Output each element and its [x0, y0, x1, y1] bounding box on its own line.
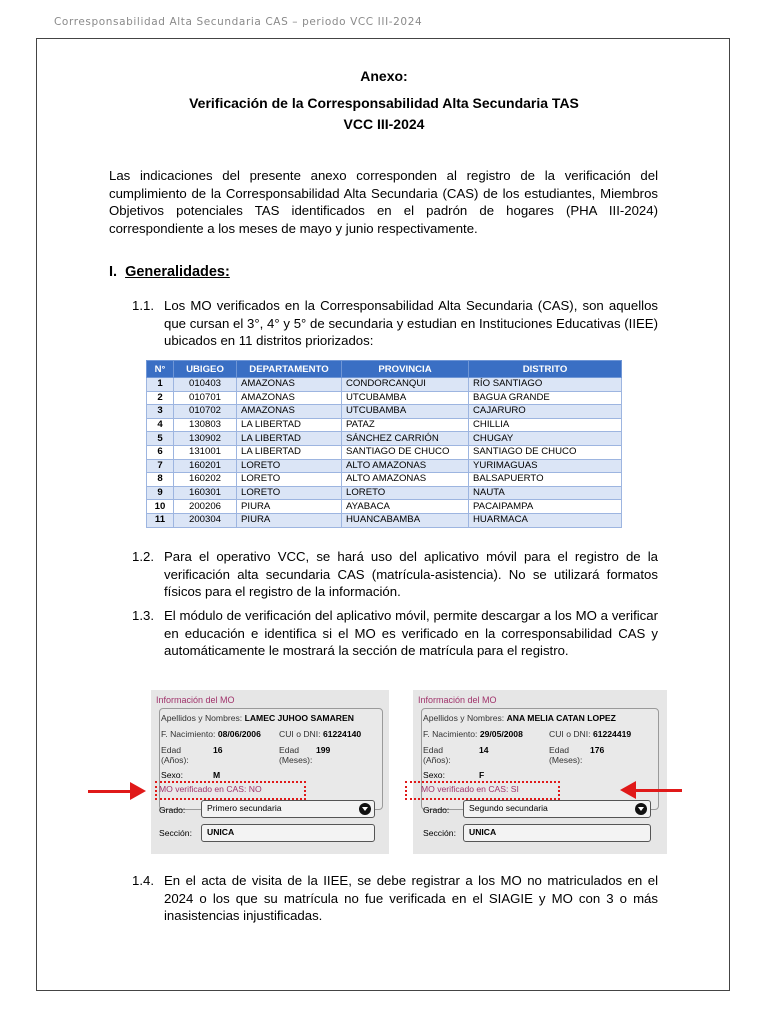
- grado-select[interactable]: [463, 800, 651, 818]
- cell-distrito: SANTIAGO DE CHUCO: [469, 445, 622, 459]
- cell-provincia: ALTO AMAZONAS: [342, 459, 469, 473]
- sex-value: M: [213, 770, 221, 780]
- grado-value: Primero secundaria: [207, 803, 282, 813]
- arrow-right-icon: [130, 782, 146, 800]
- seccion-label: Sección:: [423, 828, 456, 838]
- dni-value: 61224140: [322, 729, 362, 739]
- item-number: 1.2.: [132, 549, 154, 564]
- cell-departamento: LORETO: [237, 473, 342, 487]
- item-text: Los MO verificados en la Corresponsabilidad Alta Secundaria (CAS), son aquellos que cursan el 3°, 4° y 5° de secundaria y estudian en Instituciones Educativas (IIEE) ubicados en 11 distritos priorizados:: [164, 298, 658, 349]
- sex-label: Sexo:: [161, 770, 183, 780]
- months-label: [549, 745, 582, 765]
- list-item: [132, 872, 658, 925]
- table-row: [147, 432, 622, 446]
- dob-row: [423, 729, 523, 739]
- cell-distrito: CHUGAY: [469, 432, 622, 446]
- cell-ubigeo: 160202: [174, 473, 237, 487]
- intro-paragraph: Las indicaciones del presente anexo corresponden al registro de la verificación del cumplimiento de la Corresponsabilidad Alta Secundaria (CAS) de los estudiantes, Miembros Objetivos potenciales TAS identificados en el padrón de hogares (PHA III-2024) correspondiente a los meses de mayo y junio respectivamente.: [109, 168, 658, 236]
- dob-label: F. Nacimiento:: [423, 729, 478, 739]
- cell-n: 2: [147, 391, 174, 405]
- cell-ubigeo: 200206: [174, 500, 237, 514]
- item-number: 1.3.: [132, 608, 154, 623]
- cell-distrito: RÍO SANTIAGO: [469, 378, 622, 392]
- age-label-2: (Años):: [423, 755, 451, 765]
- age-label-2: (Años):: [161, 755, 189, 765]
- cell-distrito: BAGUA GRANDE: [469, 391, 622, 405]
- cell-n: 10: [147, 500, 174, 514]
- cell-distrito: NAUTA: [469, 486, 622, 500]
- sex-label: Sexo:: [423, 770, 445, 780]
- col-header-departamento: DEPARTAMENTO: [237, 361, 342, 378]
- list-item: [132, 548, 658, 601]
- cell-provincia: AYABACA: [342, 500, 469, 514]
- months-label-2: (Meses):: [549, 755, 583, 765]
- seccion-value: UNICA: [469, 827, 497, 837]
- grado-label: Grado:: [423, 805, 450, 815]
- screenshot-header: Información del MO: [156, 695, 235, 705]
- chevron-down-icon: [635, 803, 647, 815]
- cas-status: MO verificado en CAS: NO: [159, 784, 262, 794]
- table-row: [147, 391, 622, 405]
- dni-label: CUI o DNI:: [549, 729, 591, 739]
- age-years-value: 16: [213, 745, 223, 755]
- item-number: 1.4.: [132, 873, 154, 888]
- cell-distrito: HUARMACA: [469, 513, 622, 527]
- list-item: [132, 607, 658, 660]
- arrow-left-icon-shaft: [636, 789, 682, 792]
- document-title: Verificación de la Corresponsabilidad Alta Secundaria TAS: [189, 95, 579, 111]
- running-header: Corresponsabilidad Alta Secundaria CAS – periodo VCC III-2024: [54, 16, 423, 28]
- annex-label: Anexo:: [360, 68, 408, 84]
- age-years-value: 14: [479, 745, 489, 755]
- age-label: [423, 745, 451, 765]
- grado-select[interactable]: [201, 800, 375, 818]
- cell-distrito: CAJARURO: [469, 405, 622, 419]
- months-label-2: (Meses):: [279, 755, 313, 765]
- cell-ubigeo: 010701: [174, 391, 237, 405]
- seccion-label: Sección:: [159, 828, 192, 838]
- names-label: Apellidos y Nombres:: [161, 713, 243, 723]
- section-number: I.: [109, 264, 118, 280]
- cell-departamento: PIURA: [237, 500, 342, 514]
- table-row: [147, 378, 622, 392]
- table-row: [147, 473, 622, 487]
- item-text: El módulo de verificación del aplicativo móvil, permite descargar a los MO a verificar en educación e identifica si el MO es verificado en la corresponsabilidad CAS y automáticamente le mostrará la sección de matrícula para el registro.: [164, 608, 658, 659]
- section-title: Generalidades:: [125, 264, 230, 280]
- cell-ubigeo: 010702: [174, 405, 237, 419]
- cell-departamento: AMAZONAS: [237, 378, 342, 392]
- table-row: [147, 418, 622, 432]
- cell-provincia: LORETO: [342, 486, 469, 500]
- cell-n: 4: [147, 418, 174, 432]
- cell-provincia: ALTO AMAZONAS: [342, 473, 469, 487]
- age-months-value: 176: [590, 745, 605, 755]
- dob-value: 29/05/2008: [479, 729, 523, 739]
- cell-provincia: CONDORCANQUI: [342, 378, 469, 392]
- cell-departamento: LORETO: [237, 459, 342, 473]
- cell-departamento: LA LIBERTAD: [237, 445, 342, 459]
- cell-distrito: BALSAPUERTO: [469, 473, 622, 487]
- highlight-box: [405, 781, 560, 800]
- dni-row: [279, 729, 361, 739]
- cell-n: 1: [147, 378, 174, 392]
- cell-n: 5: [147, 432, 174, 446]
- seccion-value: UNICA: [207, 827, 235, 837]
- arrow-left-icon: [620, 781, 636, 799]
- dni-label: CUI o DNI:: [279, 729, 321, 739]
- highlight-box: [155, 781, 306, 800]
- app-screenshot-2: [413, 690, 667, 854]
- cell-distrito: YURIMAGUAS: [469, 459, 622, 473]
- chevron-down-icon: [359, 803, 371, 815]
- cell-ubigeo: 130902: [174, 432, 237, 446]
- cas-status: MO verificado en CAS: SI: [421, 784, 519, 794]
- table-row: [147, 513, 622, 527]
- col-header-n: N°: [147, 361, 174, 378]
- document-subtitle: VCC III-2024: [343, 116, 425, 132]
- sex-value: F: [479, 770, 485, 780]
- months-label: [279, 745, 312, 765]
- item-text: En el acta de visita de la IIEE, se debe registrar a los MO no matriculados en el 2024 o los que su matrícula no fue verificada en el SIAGIE y MO con 3 o más inasistencias injustificadas.: [164, 873, 658, 924]
- list-item: [132, 297, 658, 350]
- table-row: [147, 500, 622, 514]
- names-value: LAMEC JUHOO SAMAREN: [244, 713, 354, 723]
- cell-n: 8: [147, 473, 174, 487]
- cell-departamento: LA LIBERTAD: [237, 432, 342, 446]
- table-header-row: [147, 361, 622, 378]
- dni-value: 61224419: [592, 729, 632, 739]
- names-value: ANA MELIA CATAN LOPEZ: [506, 713, 616, 723]
- table-row: [147, 486, 622, 500]
- months-label-1: Edad: [549, 745, 570, 755]
- names-label: Apellidos y Nombres:: [423, 713, 505, 723]
- cell-ubigeo: 010403: [174, 378, 237, 392]
- screenshot-header: Información del MO: [418, 695, 497, 705]
- app-screenshot-1: [151, 690, 389, 854]
- arrow-right-icon-shaft: [88, 790, 132, 793]
- seccion-field[interactable]: [463, 824, 651, 842]
- cell-n: 9: [147, 486, 174, 500]
- cell-provincia: UTCUBAMBA: [342, 391, 469, 405]
- cell-distrito: PACAIPAMPA: [469, 500, 622, 514]
- age-label-1: Edad: [161, 745, 182, 755]
- cell-provincia: UTCUBAMBA: [342, 405, 469, 419]
- seccion-field[interactable]: [201, 824, 375, 842]
- cell-provincia: PATAZ: [342, 418, 469, 432]
- col-header-distrito: DISTRITO: [469, 361, 622, 378]
- section-heading: [109, 264, 230, 280]
- dob-value: 08/06/2006: [217, 729, 261, 739]
- cell-ubigeo: 131001: [174, 445, 237, 459]
- table-row: [147, 405, 622, 419]
- cell-ubigeo: 130803: [174, 418, 237, 432]
- item-text: Para el operativo VCC, se hará uso del aplicativo móvil para el registro de la verificación alta secundaria CAS (matrícula-asistencia). No se utilizará formatos físicos para el registro de la información.: [164, 549, 658, 600]
- cell-n: 7: [147, 459, 174, 473]
- cell-n: 3: [147, 405, 174, 419]
- dob-label: F. Nacimiento:: [161, 729, 216, 739]
- age-label-1: Edad: [423, 745, 444, 755]
- cell-provincia: HUANCABAMBA: [342, 513, 469, 527]
- cell-provincia: SANTIAGO DE CHUCO: [342, 445, 469, 459]
- cell-provincia: SÁNCHEZ CARRIÓN: [342, 432, 469, 446]
- names-row: [423, 713, 616, 723]
- cell-departamento: LA LIBERTAD: [237, 418, 342, 432]
- dob-row: [161, 729, 261, 739]
- table-row: [147, 459, 622, 473]
- grado-value: Segundo secundaria: [469, 803, 548, 813]
- dni-row: [549, 729, 631, 739]
- col-header-ubigeo: UBIGEO: [174, 361, 237, 378]
- districts-table: [146, 360, 622, 528]
- cell-departamento: AMAZONAS: [237, 391, 342, 405]
- cell-distrito: CHILLIA: [469, 418, 622, 432]
- grado-label: Grado:: [159, 805, 186, 815]
- item-number: 1.1.: [132, 298, 154, 313]
- table-row: [147, 445, 622, 459]
- table-body: [147, 378, 622, 528]
- cell-n: 6: [147, 445, 174, 459]
- age-months-value: 199: [316, 745, 331, 755]
- cell-ubigeo: 160301: [174, 486, 237, 500]
- age-label: [161, 745, 189, 765]
- cell-ubigeo: 160201: [174, 459, 237, 473]
- cell-n: 11: [147, 513, 174, 527]
- cell-ubigeo: 200304: [174, 513, 237, 527]
- months-label-1: Edad: [279, 745, 300, 755]
- cell-departamento: LORETO: [237, 486, 342, 500]
- col-header-provincia: PROVINCIA: [342, 361, 469, 378]
- cell-departamento: PIURA: [237, 513, 342, 527]
- cell-departamento: AMAZONAS: [237, 405, 342, 419]
- names-row: [161, 713, 354, 723]
